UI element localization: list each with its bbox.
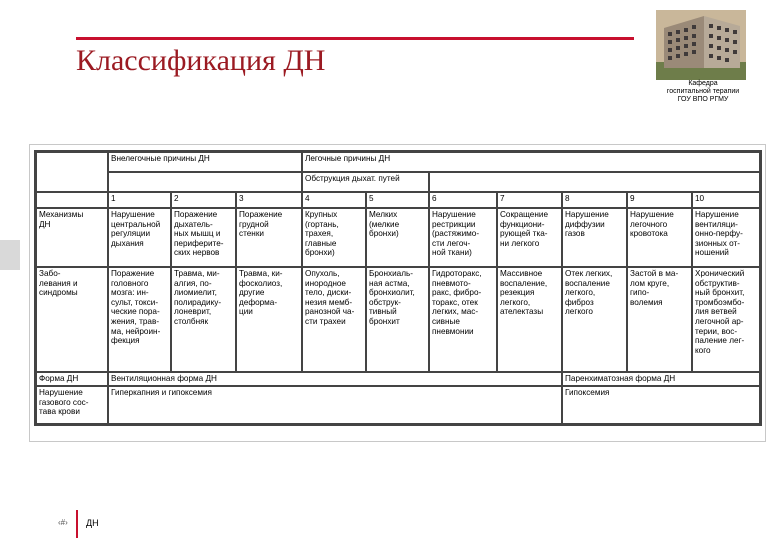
- disease-cell: Гидроторакс, пневмото- ракс, фибро- торакс, отек легких, мас- сивные пневмонии: [429, 267, 497, 372]
- mechanism-cell: Мелких (мелкие бронхи): [366, 208, 429, 267]
- group-extrapulmonary: Внелегочные причины ДН: [108, 152, 302, 172]
- col-number: 6: [429, 192, 497, 208]
- hypercapnia-cell: Гиперкапния и гипоксемия: [108, 386, 562, 424]
- col-number: 1: [108, 192, 171, 208]
- mechanism-cell: Нарушение диффузии газов: [562, 208, 627, 267]
- building-logo: [656, 10, 746, 80]
- col-number: 3: [236, 192, 302, 208]
- disease-cell: Поражение головного мозга: ин- сульт, токси- ческие пора- жения, трав- ма, нейроин- фекция: [108, 267, 171, 372]
- col-number: 2: [171, 192, 236, 208]
- department-caption: Кафедра госпитальной терапии ГОУ ВПО РГМУ: [666, 80, 740, 103]
- ventilation-form: Вентиляционная форма ДН: [108, 372, 562, 386]
- mechanism-cell: Нарушение центральной регуляции дыхания: [108, 208, 171, 267]
- mechanism-cell: Нарушение легочного кровотока: [627, 208, 692, 267]
- footer-label: ДН: [86, 518, 99, 528]
- title-rule: [76, 37, 634, 40]
- row-header-gas: Нарушение газового сос- тава крови: [36, 386, 108, 424]
- disease-cell: Массивное воспаление, резекция легкого, ателектазы: [497, 267, 562, 372]
- blank-spacer: [429, 172, 760, 192]
- col-number: 9: [627, 192, 692, 208]
- group-pulmonary: Легочные причины ДН: [302, 152, 760, 172]
- col-number: 10: [692, 192, 760, 208]
- mechanism-cell: Сокращение функциони- рующей тка- ни легкого: [497, 208, 562, 267]
- mechanism-cell: Поражение грудной стенки: [236, 208, 302, 267]
- parenchymal-form: Паренхиматозная форма ДН: [562, 372, 760, 386]
- col-number: 4: [302, 192, 366, 208]
- obstruction-header: Обструкция дыхат. путей: [302, 172, 429, 192]
- disease-cell: Застой в ма- лом круге, гипо- волемия: [627, 267, 692, 372]
- disease-cell: Отек легких, воспаление легкого, фиброз легкого: [562, 267, 627, 372]
- disease-cell: Опухоль, инородное тело, диски- незия мемб- ранозной ча- сти трахеи: [302, 267, 366, 372]
- col-number: 5: [366, 192, 429, 208]
- disease-cell: Хронический обструктив- ный бронхит, тромбоэмбо- лия ветвей легочной ар- терии, вос- паление лег- кого: [692, 267, 760, 372]
- disease-cell: Бронхиаль- ная астма, бронхиолит, обструк- тивный бронхит: [366, 267, 429, 372]
- hypoxemia-cell: Гипоксемия: [562, 386, 760, 424]
- slide-title: Классификация ДН: [76, 44, 326, 77]
- footer-divider: [76, 510, 78, 538]
- col-number: 7: [497, 192, 562, 208]
- disease-cell: Травма, ки- фосколиоз, другие деформа- ции: [236, 267, 302, 372]
- side-tab: [0, 240, 20, 270]
- slide-number: ‹#›: [58, 518, 68, 527]
- corner-cell: [36, 152, 108, 192]
- row-header-diseases: Забо- левания и синдромы: [36, 267, 108, 372]
- disease-cell: Травма, ми- алгия, по- лиомиелит, полирадику- лоневрит, столбняк: [171, 267, 236, 372]
- row-header-form: Форма ДН: [36, 372, 108, 386]
- mechanism-cell: Нарушение вентиляци- онно-перфу- зионных от- ношений: [692, 208, 760, 267]
- blank-spacer: [108, 172, 302, 192]
- mechanism-cell: Поражение дыхатель- ных мышц и периферите- ских нервов: [171, 208, 236, 267]
- classification-table: [34, 150, 762, 426]
- row-header-mechanisms: Механизмы ДН: [36, 208, 108, 267]
- mechanism-cell: Нарушение рестрикции (растяжимо- сти легоч- ной ткани): [429, 208, 497, 267]
- col-number: 8: [562, 192, 627, 208]
- mechanism-cell: Крупных (гортань, трахея, главные бронхи): [302, 208, 366, 267]
- numbers-row-header: [36, 192, 108, 208]
